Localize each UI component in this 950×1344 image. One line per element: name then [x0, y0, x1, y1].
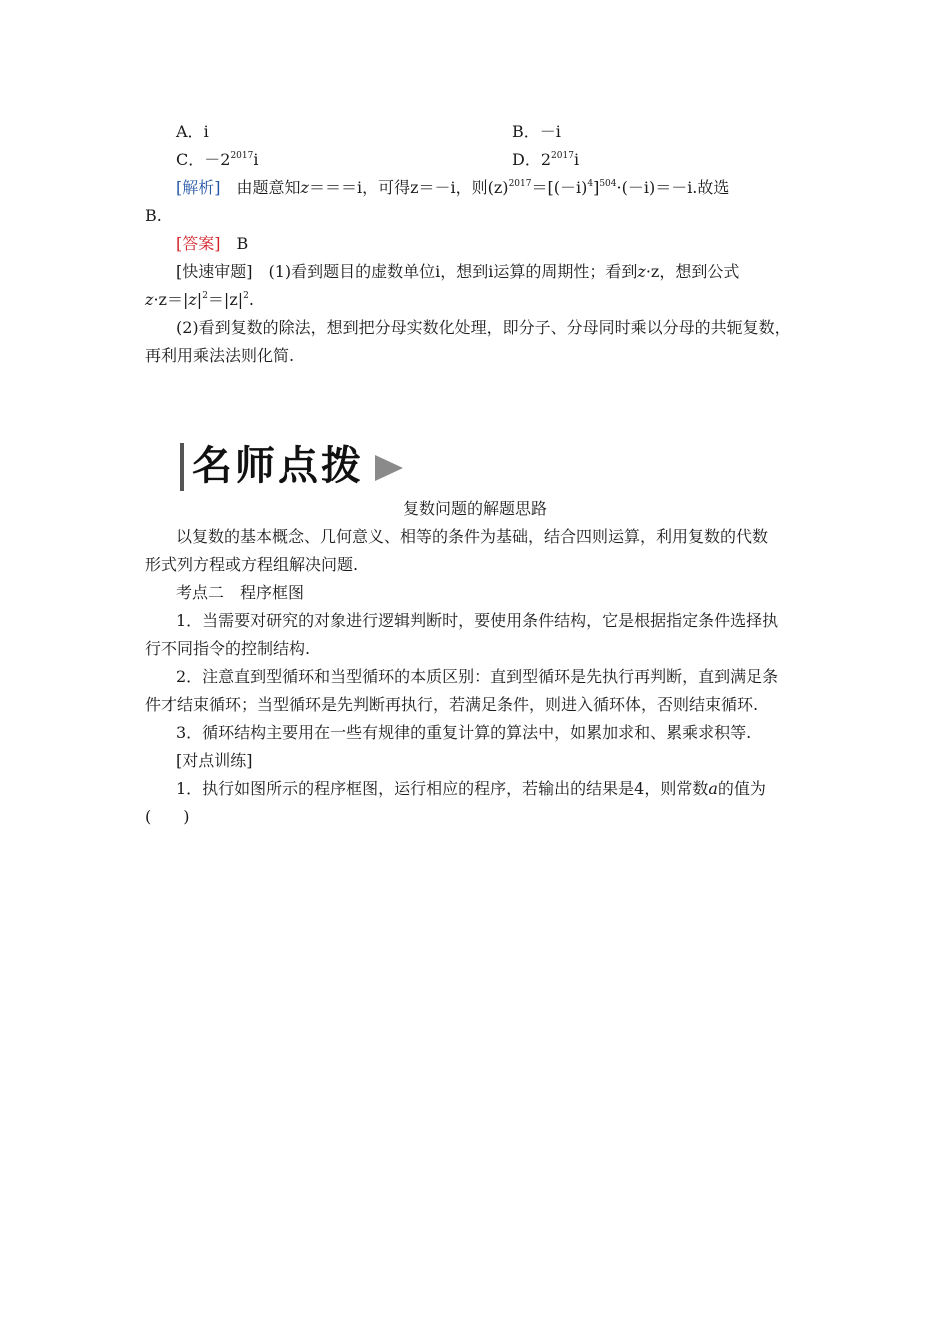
option-d-label: D．: [512, 150, 541, 169]
option-c-exp: 2017: [230, 151, 254, 161]
analysis-tag: [解析]: [176, 178, 221, 197]
option-b-label: B．: [512, 122, 540, 141]
option-d-exp: 2017: [551, 151, 574, 161]
quick-review-p2-line-1: (2)看到复数的除法，想到把分母实数化处理，即分子、分母同时乘以分母的共轭复数，: [176, 318, 791, 337]
quick-review-line-1: [176, 261, 739, 283]
answer-value: B: [236, 234, 249, 253]
banner-title: 名师点拨: [192, 443, 364, 489]
question-1-line-1: [176, 778, 766, 800]
banner-bar: [180, 443, 184, 491]
quick-review-text: |: [196, 290, 203, 309]
quick-review-var-z: z: [637, 262, 646, 281]
answer-line: [176, 233, 248, 255]
question-text: 的值为: [717, 779, 766, 798]
question-1-line-2: ( ): [145, 807, 190, 826]
option-c-pre: －2: [204, 150, 231, 169]
tips-title: 复数问题的解题思路: [402, 499, 547, 518]
option-b-value: －i: [539, 122, 561, 141]
point-2-line-1: 2．注意直到型循环和当型循环的本质区别：直到型循环是先执行再判断，直到满足条: [176, 667, 779, 686]
analysis-text: ·(－i)＝－i.故选: [616, 178, 730, 197]
question-text: 1．执行如图所示的程序框图，运行相应的程序，若输出的结果是4，则常数: [176, 779, 709, 798]
analysis-line-1: [176, 177, 729, 199]
quick-review-line-2: [145, 289, 254, 311]
quick-review-exp: 2: [243, 291, 249, 301]
analysis-text: 由题意知: [236, 178, 301, 197]
option-a-label: A．: [176, 122, 204, 141]
quick-review-text: ·z，想到公式: [645, 262, 740, 281]
analysis-line-2: B.: [145, 206, 162, 225]
option-c-post: i: [253, 150, 259, 169]
analysis-exp: 4: [587, 179, 594, 189]
point-3: 3．循环结构主要用在一些有规律的重复计算的算法中，如累加求和、累乘求积等.: [176, 723, 752, 742]
analysis-text: ＝[(－i): [531, 178, 588, 197]
point-1-line-2: 行不同指令的控制结构.: [145, 639, 311, 658]
analysis-text: ＝＝＝i，可得z＝－i，则(z): [308, 178, 509, 197]
point-2-line-2: 件才结束循环；当型循环是先判断再执行，若满足条件，则进入循环体，否则结束循环.: [145, 695, 759, 714]
training-heading: [对点训练]: [176, 751, 253, 770]
option-d-pre: 2: [540, 150, 552, 169]
quick-review-var-z: z: [188, 290, 197, 309]
analysis-exp: 2017: [508, 179, 532, 189]
answer-tag: [答案]: [176, 234, 221, 253]
option-d-post: i: [573, 150, 580, 169]
section-heading: 考点二 程序框图: [176, 583, 305, 602]
tips-line-1: 以复数的基本概念、几何意义、相等的条件为基础，结合四则运算，利用复数的代数: [176, 527, 769, 546]
analysis-var-z: z: [300, 178, 309, 197]
option-a-value: i: [203, 122, 209, 141]
play-arrow-icon: [375, 455, 403, 481]
quick-review-exp: 2: [202, 291, 208, 301]
question-var-a: a: [708, 779, 718, 798]
analysis-text: ]: [593, 178, 600, 197]
tips-line-2: 形式列方程或方程组解决问题.: [145, 555, 359, 574]
option-c: [176, 149, 258, 171]
quick-review-text: .: [248, 290, 254, 309]
option-c-label: C．: [176, 150, 205, 169]
quick-review-text: ＝|z|: [207, 290, 244, 309]
point-1-line-1: 1．当需要对研究的对象进行逻辑判断时，要使用条件结构，它是根据指定条件选择执: [176, 611, 779, 630]
quick-review-p2-line-2: 再利用乘法法则化简.: [145, 346, 295, 365]
option-d: [512, 149, 579, 171]
analysis-exp: 504: [599, 179, 617, 189]
quick-review-text: ·z＝|: [153, 290, 189, 309]
quick-review-var-z: z: [145, 290, 154, 309]
quick-review-text: [快速审题] (1)看到题目的虚数单位i，想到i运算的周期性；看到: [176, 262, 638, 281]
option-b: [512, 121, 561, 143]
option-a: [176, 121, 209, 143]
